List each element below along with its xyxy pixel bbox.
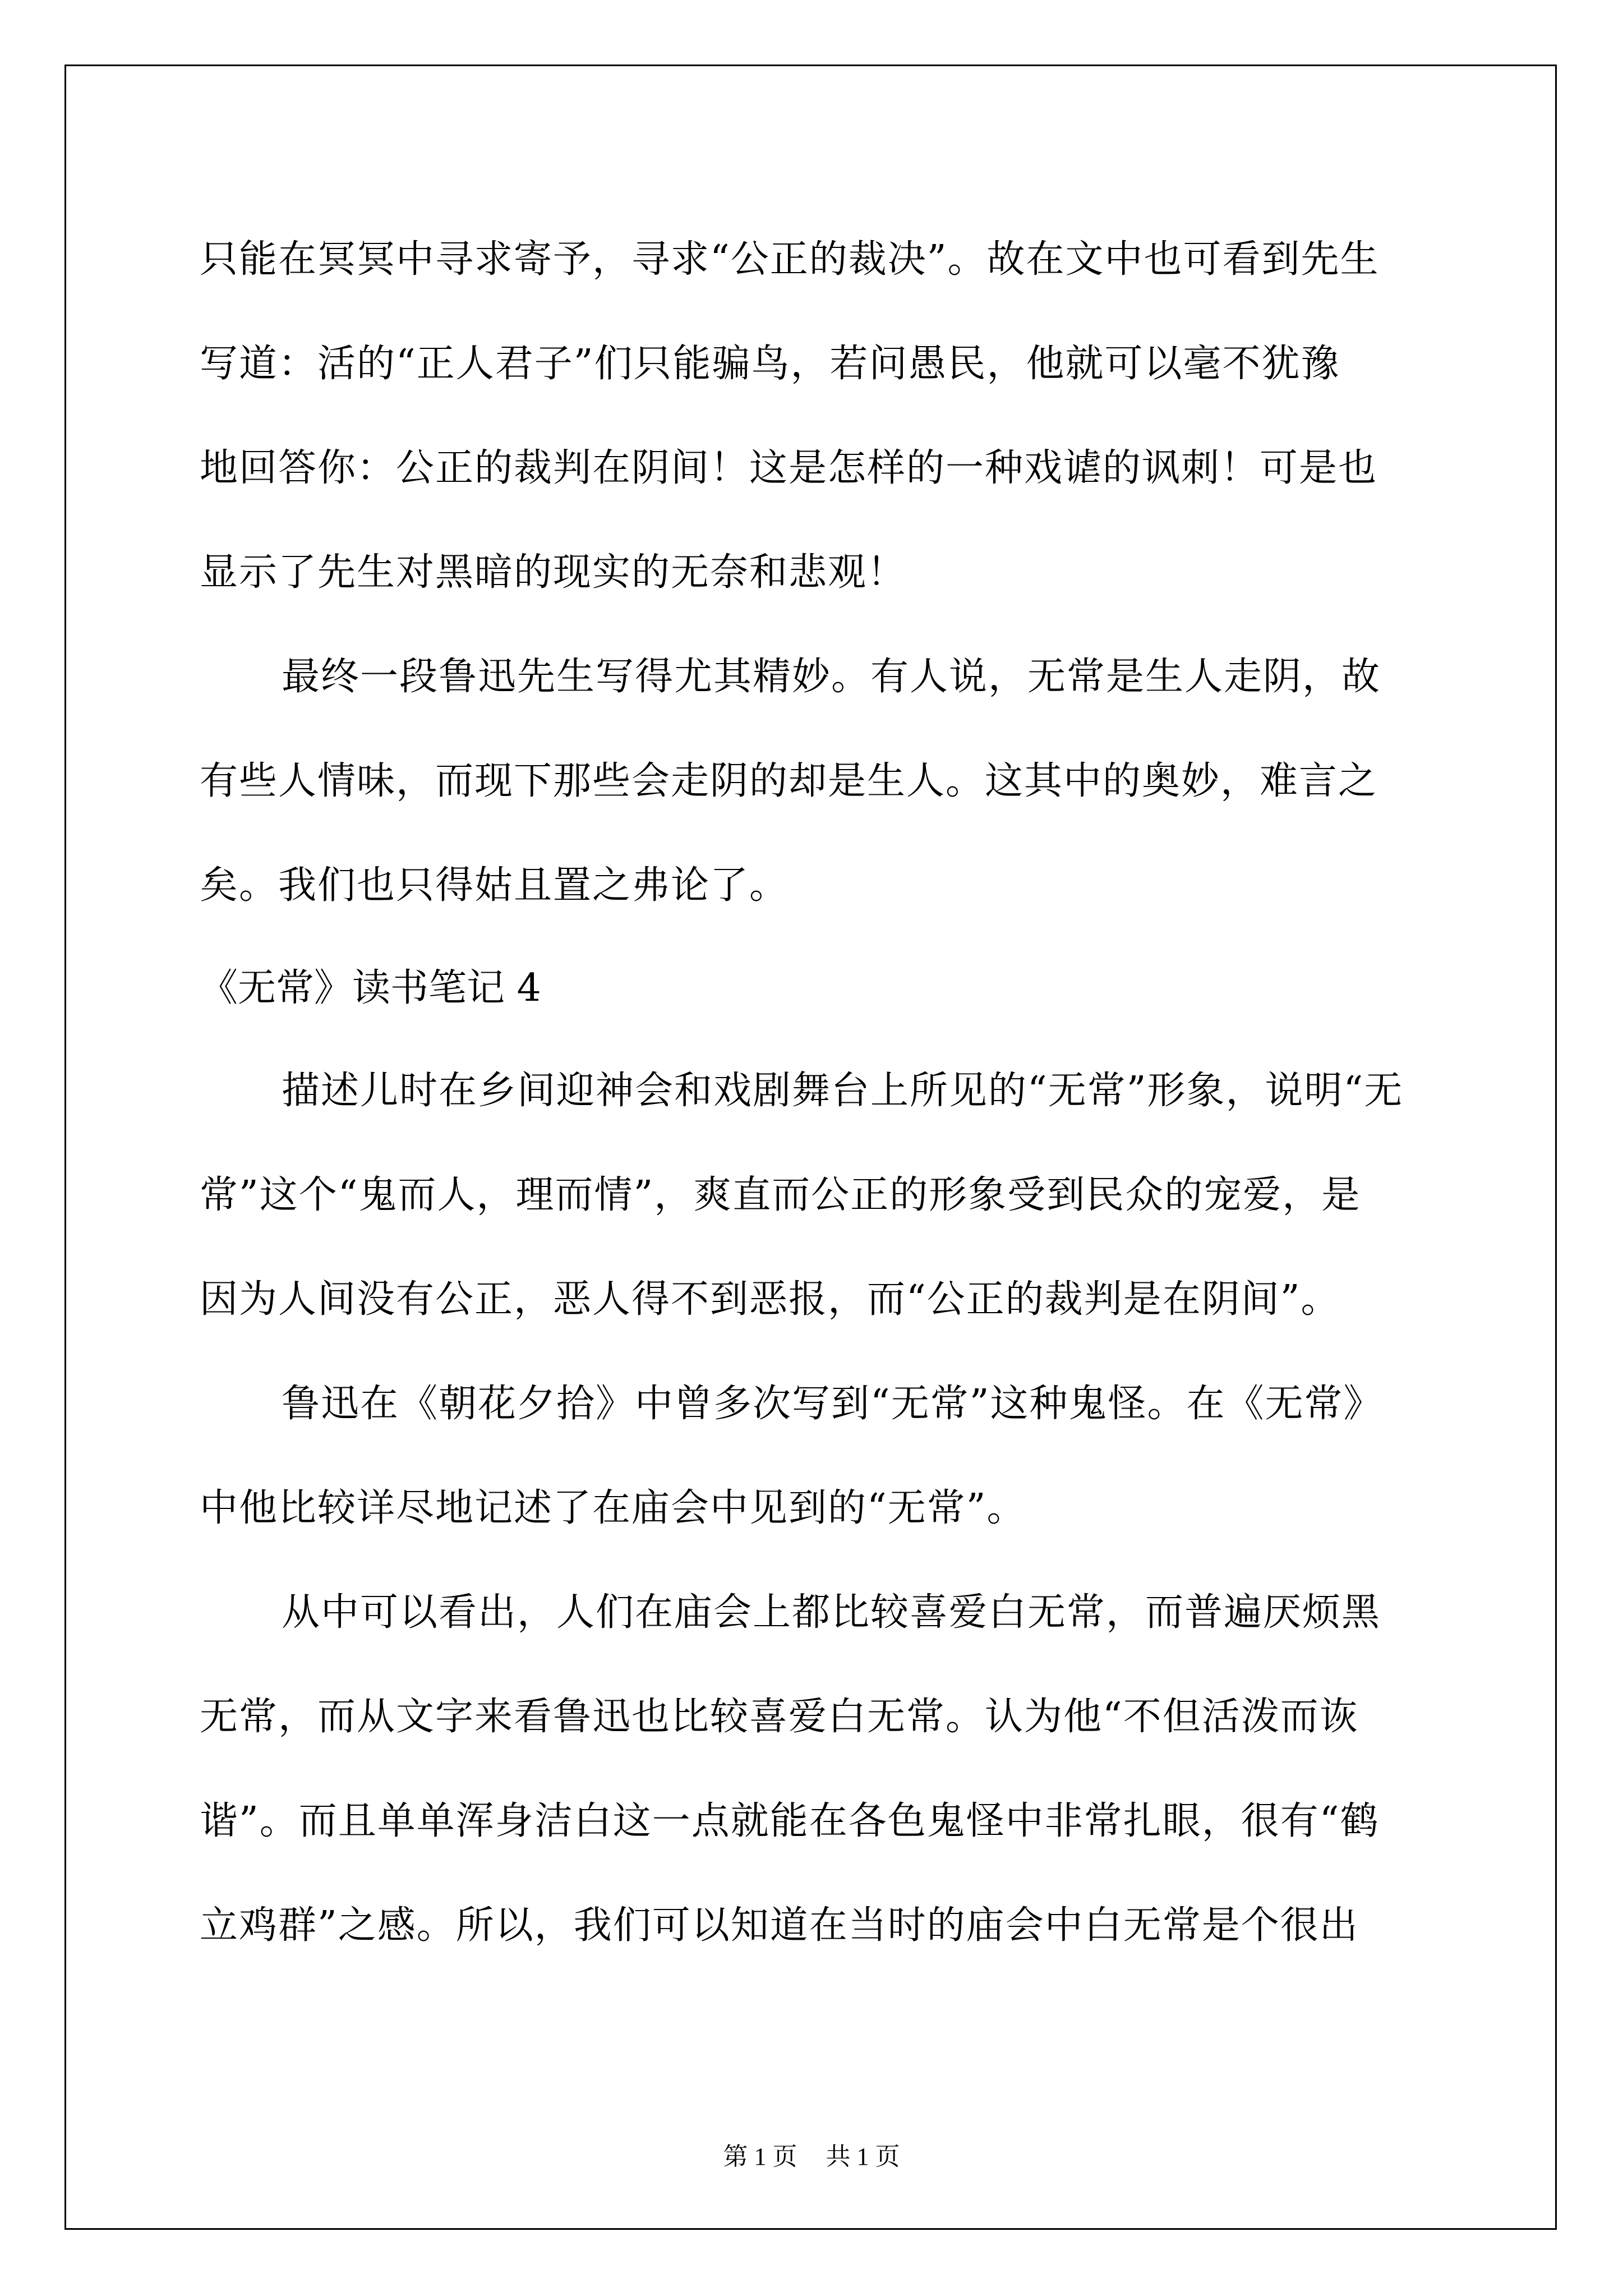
paragraph-analysis [200,1561,1422,1978]
text-line: 立鸡群”之感。所以，我们可以知道在当时的庙会中白无常是个很出 [200,1903,1359,1948]
section-heading: 《无常》读书笔记 4 [200,966,541,1010]
text-line: 矣。我们也只得姑且置之弗论了。 [200,863,789,908]
paragraph-description [200,1039,1422,1352]
page-footer [0,2140,1623,2174]
paragraph-continuation [200,208,1422,625]
paragraph-final-section [200,625,1422,938]
text-line: 最终一段鲁迅先生写得尤其精妙。有人说，无常是生人走阴，故 [282,655,1381,699]
text-line: 谐”。而且单单浑身洁白这一点就能在各色鬼怪中非常扎眼，很有“鹤 [200,1799,1380,1843]
page-number: 第 1 页 [723,2143,797,2170]
text-line: 鲁迅在《朝花夕拾》中曾多次写到“无常”这种鬼怪。在《无常》 [282,1382,1383,1426]
paragraph-luxun [200,1352,1422,1561]
text-line: 只能在冥冥中寻求寄予，寻求“公正的裁决”。故在文中也可看到先生 [200,237,1380,282]
text-line: 从中可以看出，人们在庙会上都比较喜爱白无常，而普遍厌烦黑 [282,1590,1381,1635]
text-line: 无常，而从文字来看鲁迅也比较喜爱白无常。认为他“不但活泼而诙 [200,1695,1359,1739]
text-line: 地回答你：公正的裁判在阴间！这是怎样的一种戏谑的讽刺！可是也 [200,446,1378,490]
text-line: 常”这个“鬼而人，理而情”，爽直而公正的形象受到民众的宠爱，是 [200,1173,1361,1217]
document-body [200,208,1422,1978]
text-line: 写道：活的“正人君子”们只能骗鸟，若问愚民，他就可以毫不犹豫 [200,342,1340,386]
text-line: 显示了先生对黑暗的现实的无奈和悲观！ [200,550,907,595]
text-line: 中他比较详尽地记述了在庙会中见到的“无常”。 [200,1486,1026,1530]
text-line: 描述儿时在乡间迎神会和戏剧舞台上所见的“无常”形象，说明“无 [282,1069,1404,1113]
text-line: 因为人间没有公正，恶人得不到恶报，而“公正的裁判是在阴间”。 [200,1277,1340,1322]
text-line: 有些人情味，而现下那些会走阴的却是生人。这其中的奥妙，难言之 [200,759,1378,803]
page-total: 共 1 页 [826,2143,900,2170]
